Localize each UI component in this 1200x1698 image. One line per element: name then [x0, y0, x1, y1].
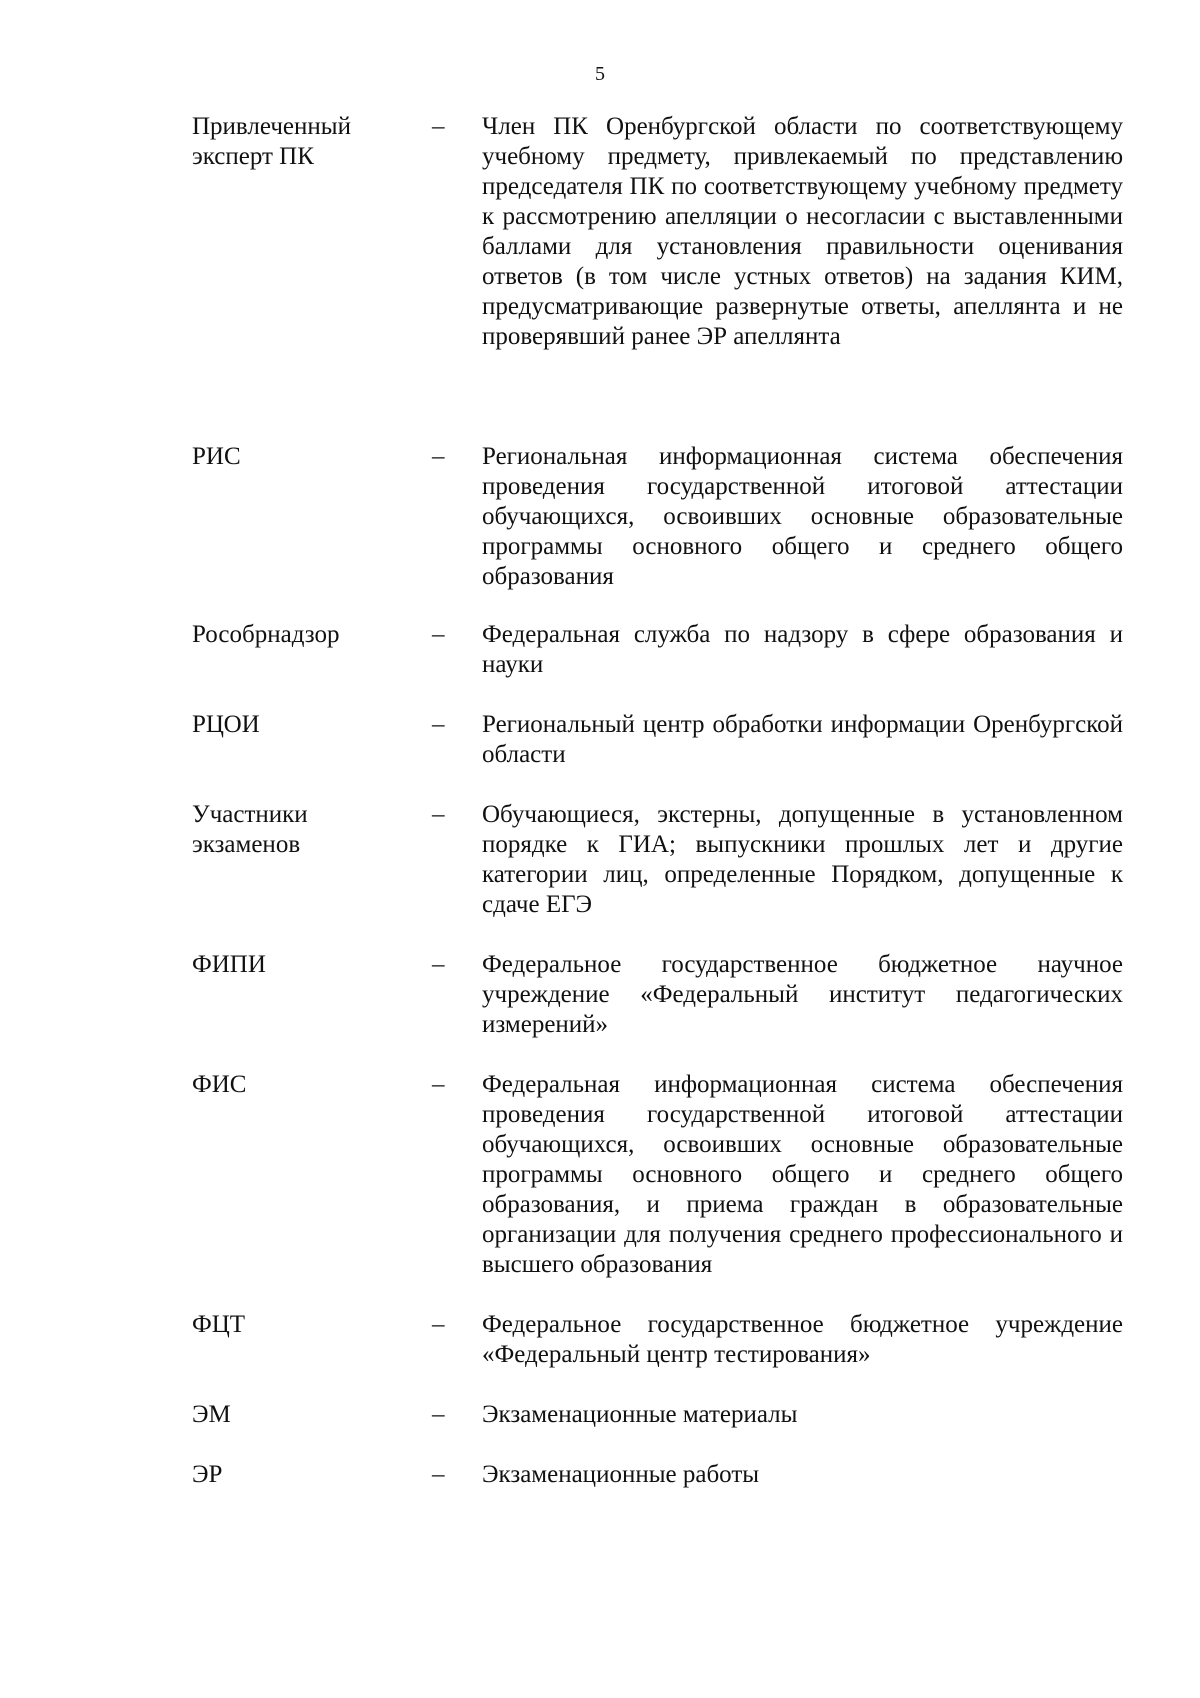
glossary-definition: Обучающиеся, экстерны, допущенные в установленном порядке к ГИА; выпускники прошлых лет и другие категории лиц, определенные Порядком, допущенные к сдаче ЕГЭ: [482, 801, 1123, 918]
glossary-definition: Региональный центр обработки информации Оренбургской области: [482, 711, 1123, 768]
glossary-definition: Член ПК Оренбургской области по соответствующему учебному предмету, привлекаемый по представлению председателя ПК по соответствующему учебному предмету к рассмотрению апелляции о несогласии с выставленными баллами для установления правильности оценивания ответов (в том числе устных ответов) на задания КИМ, предусматривающие развернутые ответы, апеллянта и не проверявший ранее ЭР апеллянта: [482, 113, 1123, 350]
glossary-definition: Федеральная служба по надзору в сфере образования и науки: [482, 621, 1123, 678]
glossary-dash: –: [432, 801, 445, 828]
glossary-term: ФИС: [192, 1071, 247, 1098]
glossary-term: ФЦТ: [192, 1311, 246, 1338]
glossary-definition: Федеральное государственное бюджетное научное учреждение «Федеральный институт педагогических измерений»: [482, 951, 1123, 1038]
glossary-dash: –: [432, 1311, 445, 1338]
glossary-definition: Региональная информационная система обеспечения проведения государственной итоговой аттестации обучающихся, освоивших основные образовательные программы основного общего и среднего общего образования: [482, 443, 1123, 590]
glossary-term: Рособрнадзор: [192, 621, 340, 648]
glossary-definition: Экзаменационные материалы: [482, 1401, 798, 1428]
glossary-dash: –: [432, 1461, 445, 1488]
glossary-dash: –: [432, 621, 445, 648]
glossary-term: ФИПИ: [192, 951, 266, 978]
glossary-dash: –: [432, 113, 445, 140]
glossary-term: ЭР: [192, 1461, 223, 1488]
glossary-definition: Федеральное государственное бюджетное учреждение «Федеральный центр тестирования»: [482, 1311, 1123, 1368]
glossary-term: РИС: [192, 443, 241, 470]
glossary-dash: –: [432, 1401, 445, 1428]
glossary-dash: –: [432, 711, 445, 738]
page-number: 5: [595, 63, 605, 85]
glossary-term: Привлеченный эксперт ПК: [192, 113, 351, 170]
glossary-dash: –: [432, 443, 445, 470]
glossary-term: РЦОИ: [192, 711, 260, 738]
glossary-dash: –: [432, 1071, 445, 1098]
glossary-dash: –: [432, 951, 445, 978]
glossary-definition: Экзаменационные работы: [482, 1461, 760, 1488]
glossary-definition: Федеральная информационная система обеспечения проведения государственной итоговой аттестации обучающихся, освоивших основные образовательные программы основного общего и среднего общего образования, и приема граждан в образовательные организации для получения среднего профессионального и высшего образования: [482, 1071, 1123, 1278]
glossary-term: ЭМ: [192, 1401, 231, 1428]
glossary-term: Участники экзаменов: [192, 801, 308, 858]
